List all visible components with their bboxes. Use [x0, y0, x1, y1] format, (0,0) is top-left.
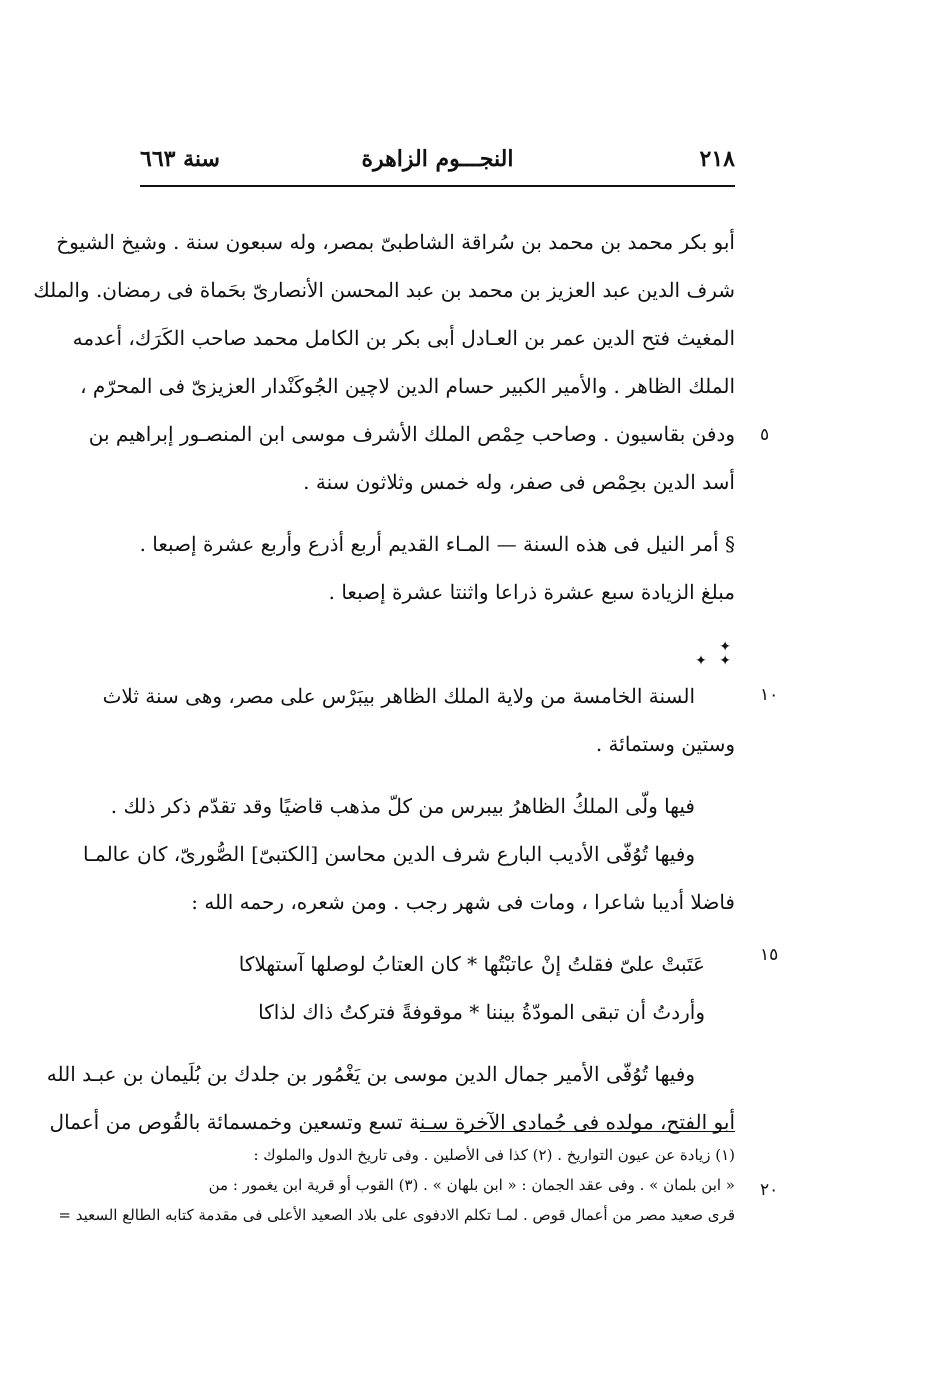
poem-verse: وأردتُ أن تبقى المودّةُ بيننا * موقوفةً فتركتُ ذاك لذاكا: [258, 1000, 705, 1024]
text-line: فيها ولّى الملكُ الظاهرُ بيبرس من كلّ مذهب قاضيًا وقد تقدّم ذكر ذلك .: [110, 794, 695, 818]
section-heading-line: وستين وستمائة .: [595, 732, 735, 756]
poem-verse: عَتَبتْ علىّ فقلتُ إنْ عاتبْتُها * كان العتابُ لوصلها آستهلاكا: [238, 952, 705, 976]
footnote-rule: [420, 1131, 735, 1132]
text-line: أبو بكر محمد بن محمد بن سُراقة الشاطبىّ بمصر، وله سبعون سنة . وشيخ الشيوخ: [56, 230, 735, 254]
section-heading-line: السنة الخامسة من ولاية الملك الظاهر بيبَرْس على مصر، وهى سنة ثلاث: [102, 684, 695, 708]
text-line: المغيث فتح الدين عمر بن العـادل أبى بكر بن الكامل محمد صاحب الكَرَك، أعدمه: [72, 326, 735, 350]
text-line: أسد الدين بحِمْص فى صفر، وله خمس وثلاثون سنة .: [303, 470, 735, 494]
text-line: أبو الفتح، مولده فى جُمادى الآخرة سـنة تسع وتسعين وخمسمائة بالقُوص من أعمال: [49, 1110, 735, 1134]
footnote-line: « ابن بلمان » . وفى عقد الجمان : « ابن بلهان » . (٣) القوب أو قرية ابن يغمور : من: [208, 1176, 735, 1194]
running-title: النجـــوم الزاهرة: [361, 146, 514, 172]
year-label: سنة ٦٦٣: [140, 146, 220, 172]
page-number: ٢١٨: [699, 146, 735, 172]
text-line: الملك الظاهر . والأمير الكبير حسام الدين لاچين الجُوكَنْدار العزيزىّ فى المحرّم ،: [80, 374, 735, 398]
footnote-line: (١) زيادة عن عيون التواريخ . (٢) كذا فى الأصلين . وفى تاريخ الدول والملوك :: [253, 1146, 735, 1164]
main-text: [33, 218, 735, 1146]
text-line: وفيها تُوُفّى الأمير جمال الدين موسى بن يَغْمُور بن جلدك بن بُلَيمان بن عبـد الله: [46, 1062, 695, 1086]
section-ornament: ✦ ✦ ✦: [695, 639, 735, 669]
text-line: فاضلا أديبا شاعرا ، ومات فى شهر رجب . ومن شعره، رحمه الله :: [191, 890, 735, 914]
header-rule: [140, 185, 735, 187]
page-header: [140, 140, 735, 180]
footnote-line: قرى صعيد مصر من أعمال قوص . لمـا تكلم الادفوى على بلاد الصعيد الأعلى فى مقدمة كتابه الطالع السعيد =: [58, 1206, 735, 1224]
text-line: شرف الدين عبد العزيز بن محمد بن عبد المحسن الأنصارىّ بحَماة فى رمضان. والملك: [33, 278, 735, 302]
margin-line-number: ١٥: [760, 945, 779, 965]
margin-line-number: ١٠: [760, 685, 779, 705]
text-line: وفيها تُوُفّى الأديب البارع شرف الدين محاسن [الكتبىّ] الصُّورىّ، كان عالمـا: [83, 842, 695, 866]
footnotes: [58, 1140, 735, 1230]
margin-line-number: ٢٠: [760, 1180, 779, 1200]
text-line: ودفن بقاسيون . وصاحب حِمْص الملك الأشرف موسى ابن المنصـور إبراهيم بن: [88, 422, 735, 446]
nile-report-line: مبلغ الزيادة سبع عشرة ذراعا واثنتا عشرة إصبعا .: [328, 580, 735, 604]
nile-report-line: § أمر النيل فى هذه السنة — المـاء القديم أربع أذرع وأربع عشرة إصبعا .: [139, 532, 735, 556]
margin-line-number: ٥: [760, 425, 770, 445]
